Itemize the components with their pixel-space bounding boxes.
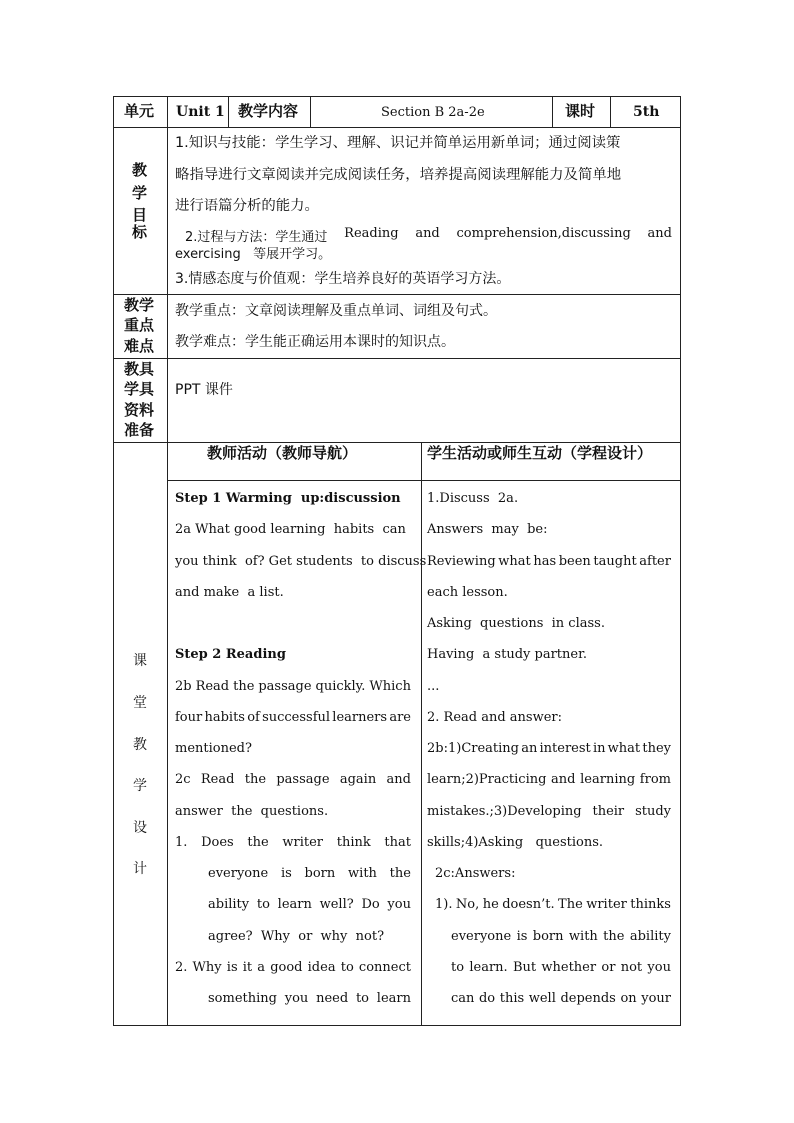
classroom-label-char: 计	[133, 861, 147, 877]
activity-word: 2.	[175, 959, 188, 975]
activity-word: with	[568, 928, 598, 944]
activity-line: 2c:Answers:	[435, 866, 516, 881]
activity-word: or	[601, 959, 616, 975]
activity-line: Step 1 Warming up:discussion	[175, 491, 401, 506]
activity-word: habits	[204, 709, 245, 725]
activity-word: writer	[282, 834, 324, 850]
table-border-bottom	[113, 1025, 681, 1026]
activity-word: they	[642, 741, 671, 756]
activity-word: the	[389, 866, 411, 881]
activity-word: you	[387, 897, 411, 913]
objectives-line: 3.情感态度与价值观：学生培养良好的英语学习方法。	[175, 271, 511, 287]
objectives-line: 略指导进行文章阅读并完成阅读任务，培养提高阅读理解能力及简单地	[175, 167, 622, 183]
activity-line	[208, 867, 411, 880]
activity-word: you	[284, 991, 309, 1006]
activity-word: 1.	[175, 834, 188, 850]
activity-line	[175, 961, 411, 974]
table-border-left	[113, 96, 114, 1026]
activity-word: mistakes.;3)Developing	[427, 803, 582, 819]
activity-word: Which	[369, 678, 411, 694]
period-value: 5th	[633, 104, 660, 120]
activity-word: and	[551, 772, 576, 788]
keypoints-label-line: 难点	[124, 337, 155, 355]
activity-word: learners	[332, 709, 388, 725]
objectives-word: and	[415, 226, 440, 241]
activity-word: an	[521, 741, 538, 756]
period-label: 课时	[565, 102, 596, 120]
materials-label-line: 学具	[124, 380, 155, 398]
activity-word: been	[558, 553, 591, 569]
activity-word: to	[340, 959, 354, 975]
table-border-top	[113, 96, 681, 97]
key-focus: 教学重点：文章阅读理解及重点单词、词组及句式。	[175, 303, 497, 319]
activity-word: learn	[277, 897, 312, 913]
activity-word: interest	[539, 741, 591, 756]
activity-word: he	[482, 897, 499, 913]
activity-line: each lesson.	[427, 584, 508, 600]
activity-word: connect	[358, 959, 411, 975]
activity-line: 2. Read and answer:	[427, 709, 563, 725]
classroom-label-char: 教	[133, 737, 147, 753]
activity-word: something	[208, 991, 277, 1006]
activity-word: The	[558, 897, 583, 913]
column-divider	[610, 96, 611, 127]
row-divider	[113, 358, 681, 359]
activity-word: writer	[586, 897, 627, 913]
activity-word: again	[339, 772, 377, 788]
activity-word: not	[620, 959, 643, 975]
activity-line	[427, 773, 671, 786]
activity-line	[175, 680, 411, 693]
objectives-word: and	[647, 226, 672, 241]
activity-word: learn;2)Practicing	[427, 772, 547, 788]
activity-line	[427, 805, 671, 818]
activity-line	[427, 555, 671, 568]
activity-line	[175, 773, 411, 786]
activity-word: Does	[201, 834, 234, 850]
classroom-label-char: 堂	[133, 695, 147, 711]
activity-word: doesn’t.	[502, 897, 555, 913]
row-divider	[113, 294, 681, 295]
activity-word: is	[516, 928, 528, 944]
activity-word: is	[280, 866, 292, 881]
activity-line: Answers may be:	[427, 522, 548, 538]
activity-word: four	[175, 709, 203, 725]
keypoints-label-line: 重点	[124, 316, 155, 334]
activity-word: study	[635, 803, 671, 819]
activity-word: born	[304, 866, 336, 881]
activity-word: the	[603, 928, 625, 944]
activity-line: Having a study partner.	[427, 647, 587, 663]
objectives-line: 1.知识与技能：学生学习、理解、识记并简单运用新单词；通过阅读策	[175, 135, 621, 151]
activity-word: to	[451, 959, 465, 975]
activity-word: their	[592, 803, 625, 819]
activity-word: well	[528, 991, 556, 1006]
activity-line	[451, 992, 671, 1005]
student-activity-header: 学生活动或师生互动（学程设计）	[427, 444, 653, 462]
activity-word: learn	[376, 991, 411, 1006]
activity-word: do	[478, 991, 496, 1006]
row-divider	[113, 127, 681, 128]
activity-word: idea	[307, 959, 336, 975]
activity-line	[451, 930, 671, 943]
activity-word: everyone	[451, 928, 512, 944]
activity-word: well?	[319, 897, 354, 913]
activity-line: ...	[427, 678, 440, 694]
activity-word: Read	[195, 678, 230, 694]
materials-label-line: 教具	[124, 360, 155, 378]
activity-line	[427, 742, 671, 755]
activity-word: successful	[262, 709, 331, 725]
teacher-activity-header: 教师活动（教师导航）	[207, 444, 358, 462]
activity-line: 1.Discuss 2a.	[427, 491, 519, 506]
activity-line: 2a What good learning habits can	[175, 522, 406, 538]
activity-line: Step 2 Reading	[175, 647, 286, 663]
activity-word: can	[451, 991, 475, 1006]
table-border-right	[680, 96, 681, 1026]
activity-word: passage	[276, 772, 330, 788]
keypoints-label-line: 教学	[124, 296, 155, 314]
activity-word: think	[336, 834, 371, 850]
activity-word: and	[386, 772, 411, 788]
activity-word: the	[247, 834, 269, 850]
column-divider	[228, 96, 229, 127]
objectives-word: 2.过程与方法：学生通过	[185, 230, 328, 245]
activity-word: good	[270, 959, 303, 975]
classroom-label-char: 学	[133, 778, 147, 794]
column-divider	[421, 442, 422, 1026]
activity-word: No,	[455, 897, 480, 913]
activity-line: skills;4)Asking questions.	[427, 834, 604, 850]
activity-line	[451, 961, 671, 974]
activity-word: after	[639, 553, 671, 569]
activity-word: in	[592, 741, 606, 756]
activity-word: ability	[208, 897, 250, 913]
objectives-label-char: 目	[132, 206, 148, 224]
activity-word: Why	[192, 959, 222, 975]
objectives-label-char: 标	[132, 223, 148, 241]
objectives-word: comprehension,discussing	[456, 226, 631, 241]
activity-line: mentioned?	[175, 741, 252, 756]
activity-word: to	[355, 991, 370, 1006]
column-divider	[167, 96, 168, 1026]
content-value: Section B 2a-2e	[381, 105, 485, 120]
row-divider	[167, 480, 681, 481]
activity-word: taught	[593, 553, 637, 569]
objectives-line: 进行语篇分析的能力。	[175, 198, 319, 214]
activity-line: you think of? Get students to discuss	[175, 553, 427, 569]
activity-word: your	[641, 991, 671, 1006]
activity-word: is	[226, 959, 238, 975]
activity-word: ability	[629, 928, 671, 944]
column-divider	[552, 96, 553, 127]
activity-word: are	[389, 709, 411, 725]
activity-line	[208, 898, 411, 911]
unit-label: 单元	[124, 102, 155, 120]
activity-line	[175, 836, 411, 849]
activity-word: has	[533, 553, 557, 569]
activity-word: 1).	[435, 897, 453, 913]
activity-word: it	[242, 959, 253, 975]
activity-line: answer the questions.	[175, 803, 329, 819]
objectives-label-char: 学	[132, 184, 148, 202]
activity-line: Asking questions in class.	[427, 616, 605, 631]
activity-word: need	[316, 991, 349, 1006]
objectives-label-char: 教	[132, 161, 148, 179]
activity-word: that	[384, 834, 411, 850]
activity-word: you	[647, 959, 671, 975]
classroom-label-char: 课	[133, 653, 147, 669]
activity-line: agree? Why or why not?	[208, 928, 385, 944]
activity-word: Read	[200, 772, 235, 788]
activity-word: learning	[580, 772, 636, 788]
objectives-line-process	[185, 226, 672, 245]
content-label: 教学内容	[238, 102, 299, 120]
activity-line	[208, 992, 411, 1005]
activity-line: and make a list.	[175, 584, 284, 600]
activity-word: from	[639, 772, 671, 788]
activity-word: the	[244, 772, 267, 788]
activity-word: depends	[560, 991, 616, 1006]
activity-word: Reviewing	[427, 553, 496, 569]
activity-word: whether	[541, 959, 597, 975]
row-divider	[113, 442, 681, 443]
activity-word: 2c	[175, 772, 191, 788]
activity-word: what	[498, 553, 531, 569]
activity-word: what	[607, 741, 641, 756]
classroom-label-char: 设	[133, 820, 147, 836]
activity-line	[175, 711, 411, 724]
column-divider	[310, 96, 311, 127]
activity-word: on	[620, 991, 637, 1006]
activity-word: of	[247, 709, 260, 725]
activity-line	[435, 898, 671, 911]
activity-word: thinks	[630, 897, 671, 913]
activity-word: to	[256, 897, 270, 913]
activity-word: learn.	[469, 959, 508, 975]
activity-word: passage	[258, 678, 312, 694]
activity-word: 2b:1)Creating	[427, 741, 519, 756]
activity-word: the	[233, 678, 255, 694]
objectives-line: exercising 等展开学习。	[175, 247, 332, 262]
activity-word: quickly.	[315, 678, 366, 694]
activity-word: with	[348, 866, 377, 881]
objectives-word: Reading	[344, 226, 399, 241]
activity-word: Do	[361, 897, 380, 913]
activity-word: born	[532, 928, 564, 944]
unit-value: Unit 1	[176, 104, 225, 120]
key-difficulty: 教学难点：学生能正确运用本课时的知识点。	[175, 334, 455, 350]
materials-label-line: 准备	[124, 421, 155, 439]
activity-word: But	[512, 959, 537, 975]
materials-value: PPT 课件	[175, 382, 233, 398]
activity-word: a	[257, 959, 266, 975]
materials-label-line: 资料	[124, 401, 155, 419]
activity-word: this	[499, 991, 525, 1006]
activity-word: everyone	[208, 866, 269, 881]
activity-word: 2b	[175, 678, 192, 694]
